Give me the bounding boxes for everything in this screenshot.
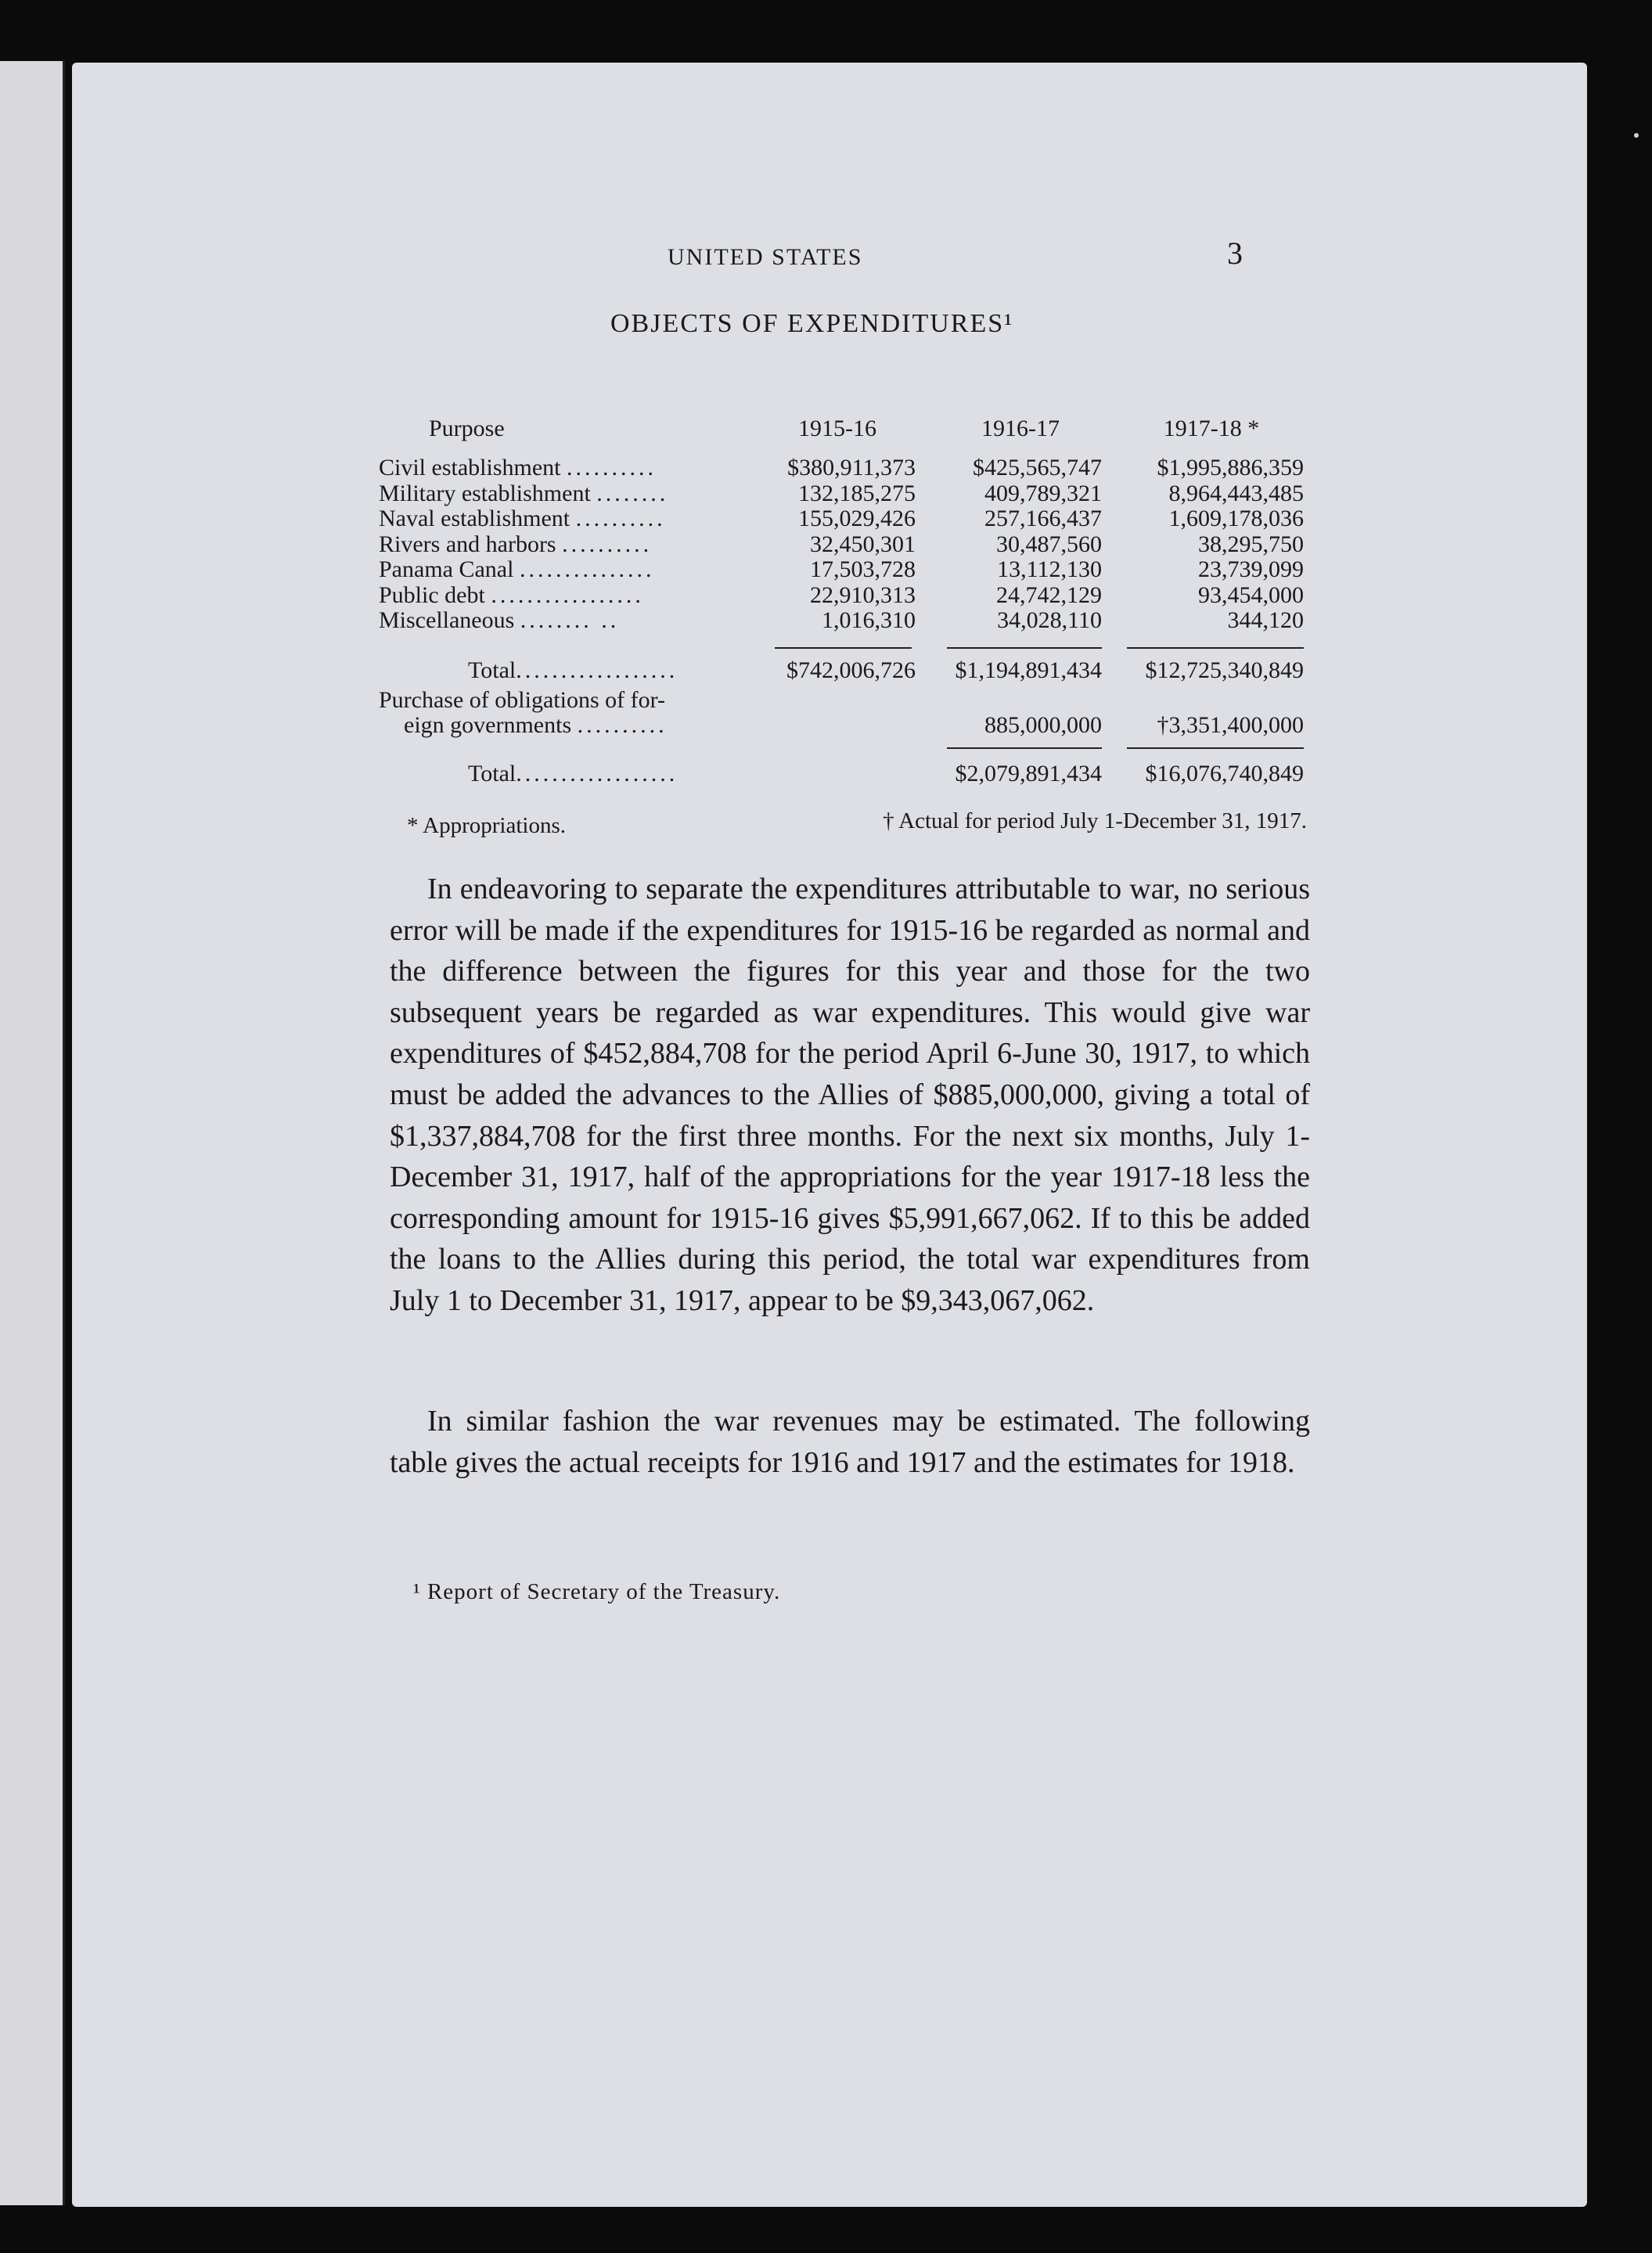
row-value-1917: 93,454,000: [1198, 581, 1304, 608]
actual-period-note: † Actual for period July 1-December 31, 1917.: [883, 808, 1307, 833]
grand-total-label: Total: [468, 761, 516, 786]
row-value-1915: 32,450,301: [810, 531, 916, 557]
adjacent-page-edge: [0, 61, 65, 2205]
grand-total-1917: $16,076,740,849: [1145, 761, 1304, 786]
row-value-1916: 24,742,129: [996, 581, 1102, 608]
leader-dots: ..................: [516, 657, 678, 683]
table-title: OBJECTS OF EXPENDITURES¹: [610, 309, 1014, 338]
row-value-1917: 1,609,178,036: [1168, 506, 1304, 531]
page-number: 3: [1227, 236, 1243, 271]
row-value-1916: 409,789,321: [984, 480, 1102, 506]
purchase-1917: †3,351,400,000: [1157, 712, 1304, 738]
leader-dots: ..........: [567, 455, 657, 480]
row-purpose: Civil establishment: [379, 455, 561, 480]
row-purpose: Public debt: [379, 581, 485, 608]
row-purpose: Military establishment: [379, 480, 591, 506]
grand-total-1916: $2,079,891,434: [955, 761, 1102, 786]
row-value-1917: $1,995,886,359: [1157, 455, 1304, 480]
column-header-purpose: Purpose: [429, 416, 505, 441]
rule-total-1917: [1127, 647, 1304, 649]
footnote: ¹ Report of Secretary of the Treasury.: [413, 1579, 781, 1604]
leader-dots: .................: [491, 581, 644, 608]
total-label: Total: [468, 657, 516, 683]
leader-dots: ........ ..: [520, 607, 620, 633]
purchase-label-line1: Purchase of obligations of for-: [379, 687, 665, 713]
row-value-1915: 132,185,275: [798, 480, 916, 506]
total-1915: $742,006,726: [786, 657, 916, 683]
row-value-1917: 8,964,443,485: [1168, 480, 1304, 506]
leader-dots: ..................: [516, 761, 678, 786]
row-value-1915: 22,910,313: [810, 581, 916, 608]
leader-dots: ..........: [575, 506, 666, 531]
column-header-1915: 1915-16: [798, 416, 876, 441]
total-1916: $1,194,891,434: [955, 657, 1102, 683]
leader-dots: ...............: [519, 556, 655, 582]
column-header-1916: 1916-17: [981, 416, 1060, 441]
dust-speck: [1634, 133, 1639, 138]
row-value-1916: 257,166,437: [984, 506, 1102, 531]
row-purpose: Rivers and harbors: [379, 531, 556, 557]
rule-grand-total-1916: [947, 747, 1102, 749]
leader-dots: ..........: [562, 531, 653, 557]
body-paragraph-2: In similar fashion the war revenues may be estimated. The following table gives the actual receipts for 1916 and 1917 and the estimates for 1918.: [390, 1405, 1310, 1479]
leader-dots: ..........: [577, 712, 668, 738]
row-value-1917: 38,295,750: [1198, 531, 1304, 557]
row-value-1916: $425,565,747: [973, 455, 1102, 480]
appropriations-note: * Appropriations.: [407, 813, 566, 838]
row-value-1916: 13,112,130: [997, 556, 1102, 582]
row-purpose: Panama Canal: [379, 556, 514, 582]
rule-total-1916: [947, 647, 1102, 649]
running-head: UNITED STATES: [668, 244, 863, 270]
rule-total-1915: [775, 647, 912, 649]
row-value-1915: 1,016,310: [822, 607, 916, 633]
row-value-1915: 155,029,426: [798, 506, 916, 531]
purchase-1916: 885,000,000: [984, 712, 1102, 738]
leader-dots: ........: [596, 480, 669, 506]
total-1917: $12,725,340,849: [1145, 657, 1304, 683]
row-value-1916: 34,028,110: [997, 607, 1102, 633]
rule-grand-total-1917: [1127, 747, 1304, 749]
body-paragraph-1: In endeavoring to separate the expenditures attributable to war, no serious error will be made if the expenditures for 1915-16 be regarded as normal and the difference between the figures for this year and those for the two subsequent years be regarded as war expenditures. This would give war expenditures of $452,884,708 for the period April 6-June 30, 1917, to which must be added the advances to the Allies of $885,000,000, giving a total of $1,337,884,708 for the first three months. For the next six months, July 1-December 31, 1917, half of the appropriations for the year 1917-18 less the corresponding amount for 1915-16 gives $5,991,667,062. If to this be added the loans to the Allies during this period, the total war expenditures from July 1 to December 31, 1917, appear to be $9,343,067,062.: [390, 873, 1310, 1317]
row-value-1917: 23,739,099: [1198, 556, 1304, 582]
row-value-1916: 30,487,560: [996, 531, 1102, 557]
row-value-1917: 344,120: [1227, 607, 1304, 633]
row-purpose: Miscellaneous: [379, 607, 515, 633]
purchase-label-line2: eign governments: [404, 712, 572, 738]
row-value-1915: 17,503,728: [810, 556, 916, 582]
column-header-1917: 1917-18 *: [1163, 416, 1260, 441]
row-value-1915: $380,911,373: [787, 455, 916, 480]
row-purpose: Naval establishment: [379, 506, 570, 531]
